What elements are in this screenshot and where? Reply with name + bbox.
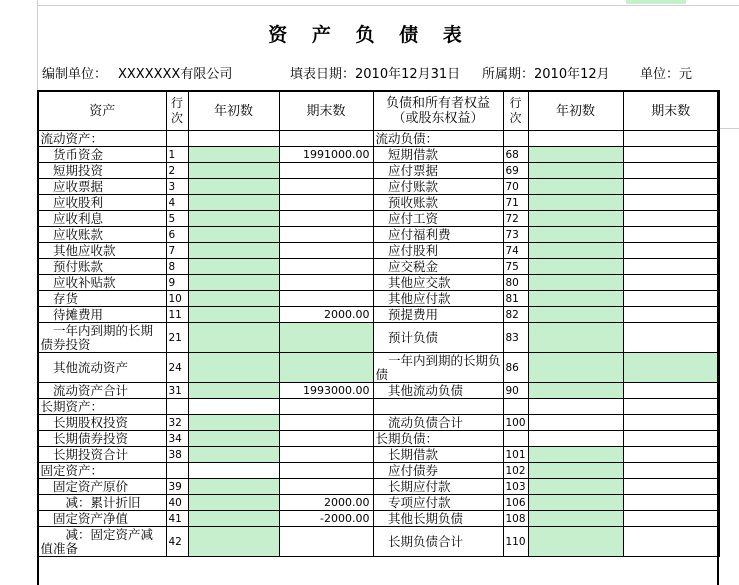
liability-end-value[interactable] bbox=[623, 463, 719, 479]
liability-end-value[interactable] bbox=[623, 479, 719, 495]
liability-name[interactable]: 长期负债： bbox=[373, 431, 503, 447]
asset-end-value[interactable] bbox=[279, 323, 373, 353]
asset-line-no[interactable]: 4 bbox=[166, 195, 188, 211]
liability-end-value[interactable] bbox=[623, 163, 719, 179]
liability-line-no[interactable] bbox=[503, 399, 528, 415]
liability-line-no[interactable]: 82 bbox=[503, 307, 528, 323]
asset-end-value[interactable]: 2000.00 bbox=[279, 495, 373, 511]
asset-end-value[interactable] bbox=[279, 259, 373, 275]
liability-line-no[interactable]: 69 bbox=[503, 163, 528, 179]
liability-begin-cell[interactable] bbox=[528, 131, 623, 147]
header-line-no: 行次 bbox=[166, 91, 188, 131]
asset-begin-cell[interactable] bbox=[188, 227, 279, 243]
table-row bbox=[38, 259, 719, 275]
liability-end-value[interactable] bbox=[623, 495, 719, 511]
asset-line-no[interactable]: 41 bbox=[166, 511, 188, 527]
asset-end-value[interactable]: 2000.00 bbox=[279, 307, 373, 323]
asset-end-value[interactable] bbox=[279, 179, 373, 195]
liability-name[interactable]: 应交税金 bbox=[373, 259, 503, 275]
fill-date: 填表日期：2010年12月31日 bbox=[290, 67, 461, 82]
asset-line-no[interactable]: 2 bbox=[166, 163, 188, 179]
liability-end-value[interactable] bbox=[623, 131, 719, 147]
sheet-right-gridline bbox=[719, 128, 739, 129]
asset-name[interactable]: 预付账款 bbox=[38, 259, 166, 275]
table-row bbox=[38, 291, 719, 307]
table-row bbox=[38, 163, 719, 179]
asset-name[interactable]: 长期资产： bbox=[38, 399, 166, 415]
header-row bbox=[38, 91, 719, 131]
liability-name[interactable]: 其他应付款 bbox=[373, 291, 503, 307]
table-row bbox=[38, 353, 719, 383]
currency-unit: 单位：元 bbox=[640, 67, 693, 82]
asset-name[interactable]: 待摊费用 bbox=[38, 307, 166, 323]
liability-line-no[interactable]: 73 bbox=[503, 227, 528, 243]
table-row bbox=[38, 179, 719, 195]
liability-begin-cell[interactable] bbox=[528, 243, 623, 259]
asset-line-no[interactable] bbox=[166, 399, 188, 415]
liability-end-value[interactable] bbox=[623, 383, 719, 399]
liability-begin-cell[interactable] bbox=[528, 447, 623, 463]
liability-name[interactable]: 其他应交款 bbox=[373, 275, 503, 291]
asset-begin-cell[interactable] bbox=[188, 195, 279, 211]
liability-begin-cell[interactable] bbox=[528, 383, 623, 399]
selected-cell-marker bbox=[626, 0, 686, 4]
sheet-top-edge bbox=[38, 0, 739, 6]
liability-line-no[interactable]: 80 bbox=[503, 275, 528, 291]
table-right-border bbox=[717, 90, 719, 585]
table-row bbox=[38, 527, 719, 557]
asset-line-no[interactable]: 3 bbox=[166, 179, 188, 195]
asset-name[interactable]: 应收账款 bbox=[38, 227, 166, 243]
asset-begin-cell[interactable] bbox=[188, 307, 279, 323]
liability-line-no[interactable]: 101 bbox=[503, 447, 528, 463]
asset-end-value[interactable]: -2000.00 bbox=[279, 511, 373, 527]
liability-name[interactable]: 长期借款 bbox=[373, 447, 503, 463]
liability-end-value[interactable] bbox=[623, 291, 719, 307]
liability-line-no[interactable]: 83 bbox=[503, 323, 528, 353]
liability-name[interactable]: 应付票据 bbox=[373, 163, 503, 179]
asset-line-no[interactable]: 9 bbox=[166, 275, 188, 291]
liability-name[interactable]: 预提费用 bbox=[373, 307, 503, 323]
liability-line-no[interactable]: 70 bbox=[503, 179, 528, 195]
asset-end-value[interactable] bbox=[279, 291, 373, 307]
header-line-no-2: 行次 bbox=[503, 91, 528, 131]
asset-line-no[interactable]: 31 bbox=[166, 383, 188, 399]
liability-name[interactable]: 流动负债合计 bbox=[373, 415, 503, 431]
table-row bbox=[38, 243, 719, 259]
liability-line-no[interactable]: 68 bbox=[503, 147, 528, 163]
asset-end-value[interactable]: 1993000.00 bbox=[279, 383, 373, 399]
asset-line-no[interactable]: 39 bbox=[166, 479, 188, 495]
asset-end-value[interactable] bbox=[279, 227, 373, 243]
liability-name[interactable]: 专项应付款 bbox=[373, 495, 503, 511]
asset-name[interactable]: 固定资产原价 bbox=[38, 479, 166, 495]
asset-line-no[interactable]: 24 bbox=[166, 353, 188, 383]
liability-name[interactable]: 其他长期负债 bbox=[373, 511, 503, 527]
asset-name[interactable]: 货币资金 bbox=[38, 147, 166, 163]
liability-line-no[interactable]: 86 bbox=[503, 353, 528, 383]
asset-begin-cell[interactable] bbox=[188, 259, 279, 275]
liability-line-no[interactable]: 100 bbox=[503, 415, 528, 431]
liability-end-value[interactable] bbox=[623, 353, 719, 383]
table-row bbox=[38, 147, 719, 163]
liability-begin-cell[interactable] bbox=[528, 463, 623, 479]
asset-line-no[interactable]: 34 bbox=[166, 431, 188, 447]
asset-begin-cell[interactable] bbox=[188, 463, 279, 479]
asset-name[interactable]: 长期投资合计 bbox=[38, 447, 166, 463]
asset-line-no[interactable]: 8 bbox=[166, 259, 188, 275]
liability-line-no[interactable]: 74 bbox=[503, 243, 528, 259]
asset-begin-cell[interactable] bbox=[188, 479, 279, 495]
balance-sheet-table bbox=[37, 90, 720, 557]
liability-end-value[interactable] bbox=[623, 399, 719, 415]
asset-begin-cell[interactable] bbox=[188, 353, 279, 383]
unit-label: 编制单位： bbox=[42, 67, 108, 82]
asset-end-value[interactable] bbox=[279, 131, 373, 147]
liability-line-no[interactable]: 72 bbox=[503, 211, 528, 227]
table-row bbox=[38, 399, 719, 415]
liability-begin-cell[interactable] bbox=[528, 227, 623, 243]
table-left-border bbox=[37, 90, 39, 585]
asset-begin-cell[interactable] bbox=[188, 383, 279, 399]
liability-begin-cell[interactable] bbox=[528, 275, 623, 291]
asset-line-no[interactable]: 1 bbox=[166, 147, 188, 163]
asset-name[interactable]: 长期股权投资 bbox=[38, 415, 166, 431]
table-row bbox=[38, 479, 719, 495]
liability-name[interactable]: 长期负债合计 bbox=[373, 527, 503, 557]
asset-begin-cell[interactable] bbox=[188, 495, 279, 511]
asset-line-no[interactable]: 7 bbox=[166, 243, 188, 259]
liability-begin-cell[interactable] bbox=[528, 527, 623, 557]
asset-end-value[interactable]: 1991000.00 bbox=[279, 147, 373, 163]
liability-line-no[interactable]: 75 bbox=[503, 259, 528, 275]
asset-line-no[interactable]: 6 bbox=[166, 227, 188, 243]
liability-end-value[interactable] bbox=[623, 511, 719, 527]
asset-name[interactable]: 流动资产合计 bbox=[38, 383, 166, 399]
asset-name[interactable]: 其他应收款 bbox=[38, 243, 166, 259]
asset-end-value[interactable] bbox=[279, 353, 373, 383]
header-end-2: 期末数 bbox=[623, 91, 719, 131]
asset-line-no[interactable]: 21 bbox=[166, 323, 188, 353]
asset-end-value[interactable] bbox=[279, 195, 373, 211]
table-row bbox=[38, 431, 719, 447]
liability-begin-cell[interactable] bbox=[528, 323, 623, 353]
asset-line-no[interactable] bbox=[166, 463, 188, 479]
liability-begin-cell[interactable] bbox=[528, 511, 623, 527]
liability-end-value[interactable] bbox=[623, 275, 719, 291]
page-title: 资 产 负 债 表 bbox=[268, 24, 471, 46]
asset-begin-cell[interactable] bbox=[188, 447, 279, 463]
liability-end-value[interactable] bbox=[623, 179, 719, 195]
asset-begin-cell[interactable] bbox=[188, 323, 279, 353]
asset-line-no[interactable]: 40 bbox=[166, 495, 188, 511]
asset-end-value[interactable] bbox=[279, 243, 373, 259]
asset-name[interactable]: 流动资产： bbox=[38, 131, 166, 147]
asset-name[interactable]: 固定资产： bbox=[38, 463, 166, 479]
liability-line-no[interactable] bbox=[503, 431, 528, 447]
liability-begin-cell[interactable] bbox=[528, 415, 623, 431]
liability-begin-cell[interactable] bbox=[528, 307, 623, 323]
asset-name[interactable]: 其他流动资产 bbox=[38, 353, 166, 383]
liability-end-value[interactable] bbox=[623, 211, 719, 227]
asset-line-no[interactable]: 5 bbox=[166, 211, 188, 227]
table-row bbox=[38, 211, 719, 227]
table-row bbox=[38, 447, 719, 463]
header-begin-2: 年初数 bbox=[528, 91, 623, 131]
liability-name[interactable]: 一年内到期的长期负债 bbox=[373, 353, 503, 383]
asset-begin-cell[interactable] bbox=[188, 291, 279, 307]
asset-begin-cell[interactable] bbox=[188, 431, 279, 447]
liability-name[interactable]: 短期借款 bbox=[373, 147, 503, 163]
table-row bbox=[38, 495, 719, 511]
liability-line-no[interactable]: 71 bbox=[503, 195, 528, 211]
liability-begin-cell[interactable] bbox=[528, 163, 623, 179]
asset-end-value[interactable] bbox=[279, 527, 373, 557]
header-end: 期末数 bbox=[279, 91, 373, 131]
asset-begin-cell[interactable] bbox=[188, 147, 279, 163]
liability-line-no[interactable]: 103 bbox=[503, 479, 528, 495]
asset-name[interactable]: 减：累计折旧 bbox=[38, 495, 166, 511]
asset-begin-cell[interactable] bbox=[188, 211, 279, 227]
table-row bbox=[38, 383, 719, 399]
liability-end-value[interactable] bbox=[623, 431, 719, 447]
liability-begin-cell[interactable] bbox=[528, 179, 623, 195]
asset-name[interactable]: 固定资产净值 bbox=[38, 511, 166, 527]
liability-name[interactable]: 预收账款 bbox=[373, 195, 503, 211]
liability-name[interactable]: 预计负债 bbox=[373, 323, 503, 353]
liability-name[interactable] bbox=[373, 399, 503, 415]
liability-name[interactable]: 应付账款 bbox=[373, 179, 503, 195]
liability-line-no[interactable] bbox=[503, 131, 528, 147]
liability-begin-cell[interactable] bbox=[528, 479, 623, 495]
asset-begin-cell[interactable] bbox=[188, 511, 279, 527]
table-row bbox=[38, 415, 719, 431]
asset-name[interactable]: 长期债券投资 bbox=[38, 431, 166, 447]
liability-end-value[interactable] bbox=[623, 195, 719, 211]
liability-name[interactable]: 长期应付款 bbox=[373, 479, 503, 495]
asset-line-no[interactable]: 32 bbox=[166, 415, 188, 431]
liability-begin-cell[interactable] bbox=[528, 259, 623, 275]
asset-line-no[interactable]: 11 bbox=[166, 307, 188, 323]
liability-name[interactable]: 流动负债： bbox=[373, 131, 503, 147]
asset-end-value[interactable] bbox=[279, 447, 373, 463]
liability-begin-cell[interactable] bbox=[528, 291, 623, 307]
liability-end-value[interactable] bbox=[623, 227, 719, 243]
table-row bbox=[38, 131, 719, 147]
table-row bbox=[38, 275, 719, 291]
liability-end-value[interactable] bbox=[623, 259, 719, 275]
liability-end-value[interactable] bbox=[623, 447, 719, 463]
header-liabilities: 负债和所有者权益（或股东权益） bbox=[373, 91, 503, 131]
liability-line-no[interactable]: 106 bbox=[503, 495, 528, 511]
asset-name[interactable]: 一年内到期的长期债券投资 bbox=[38, 323, 166, 353]
asset-line-no[interactable]: 38 bbox=[166, 447, 188, 463]
liability-end-value[interactable] bbox=[623, 243, 719, 259]
asset-end-value[interactable] bbox=[279, 399, 373, 415]
asset-end-value[interactable] bbox=[279, 163, 373, 179]
header-begin: 年初数 bbox=[188, 91, 279, 131]
asset-line-no[interactable]: 10 bbox=[166, 291, 188, 307]
asset-end-value[interactable] bbox=[279, 415, 373, 431]
asset-name[interactable]: 减：固定资产减值准备 bbox=[38, 527, 166, 557]
liability-begin-cell[interactable] bbox=[528, 431, 623, 447]
liability-line-no[interactable]: 102 bbox=[503, 463, 528, 479]
asset-begin-cell[interactable] bbox=[188, 179, 279, 195]
liability-begin-cell[interactable] bbox=[528, 399, 623, 415]
asset-end-value[interactable] bbox=[279, 463, 373, 479]
asset-line-no[interactable] bbox=[166, 131, 188, 147]
header-asset: 资产 bbox=[38, 91, 166, 131]
liability-name[interactable]: 应付债券 bbox=[373, 463, 503, 479]
liability-name[interactable]: 应付福利费 bbox=[373, 227, 503, 243]
liability-end-value[interactable] bbox=[623, 307, 719, 323]
liability-end-value[interactable] bbox=[623, 527, 719, 557]
asset-begin-cell[interactable] bbox=[188, 131, 279, 147]
table-row bbox=[38, 511, 719, 527]
asset-name[interactable]: 应收股利 bbox=[38, 195, 166, 211]
asset-begin-cell[interactable] bbox=[188, 415, 279, 431]
table-row bbox=[38, 463, 719, 479]
liability-begin-cell[interactable] bbox=[528, 195, 623, 211]
table-row bbox=[38, 307, 719, 323]
liability-line-no[interactable]: 81 bbox=[503, 291, 528, 307]
liability-end-value[interactable] bbox=[623, 415, 719, 431]
liability-begin-cell[interactable] bbox=[528, 353, 623, 383]
asset-name[interactable]: 存货 bbox=[38, 291, 166, 307]
asset-line-no[interactable]: 42 bbox=[166, 527, 188, 557]
liability-end-value[interactable] bbox=[623, 323, 719, 353]
liability-name[interactable]: 其他流动负债 bbox=[373, 383, 503, 399]
asset-name[interactable]: 短期投资 bbox=[38, 163, 166, 179]
table-row bbox=[38, 227, 719, 243]
liability-name[interactable]: 应付工资 bbox=[373, 211, 503, 227]
liability-name[interactable]: 应付股利 bbox=[373, 243, 503, 259]
asset-end-value[interactable] bbox=[279, 479, 373, 495]
asset-begin-cell[interactable] bbox=[188, 527, 279, 557]
liability-begin-cell[interactable] bbox=[528, 495, 623, 511]
asset-name[interactable]: 应收利息 bbox=[38, 211, 166, 227]
asset-begin-cell[interactable] bbox=[188, 243, 279, 259]
liability-line-no[interactable]: 110 bbox=[503, 527, 528, 557]
asset-begin-cell[interactable] bbox=[188, 275, 279, 291]
table-row bbox=[38, 323, 719, 353]
asset-begin-cell[interactable] bbox=[188, 399, 279, 415]
asset-end-value[interactable] bbox=[279, 211, 373, 227]
unit-name: XXXXXXX有限公司 bbox=[118, 67, 233, 82]
period: 所属期：2010年12月 bbox=[482, 67, 610, 82]
liability-line-no[interactable]: 108 bbox=[503, 511, 528, 527]
liability-begin-cell[interactable] bbox=[528, 147, 623, 163]
asset-end-value[interactable] bbox=[279, 275, 373, 291]
asset-end-value[interactable] bbox=[279, 431, 373, 447]
asset-name[interactable]: 应收票据 bbox=[38, 179, 166, 195]
table-row bbox=[38, 195, 719, 211]
asset-name[interactable]: 应收补贴款 bbox=[38, 275, 166, 291]
liability-begin-cell[interactable] bbox=[528, 211, 623, 227]
asset-begin-cell[interactable] bbox=[188, 163, 279, 179]
liability-end-value[interactable] bbox=[623, 147, 719, 163]
liability-line-no[interactable]: 90 bbox=[503, 383, 528, 399]
